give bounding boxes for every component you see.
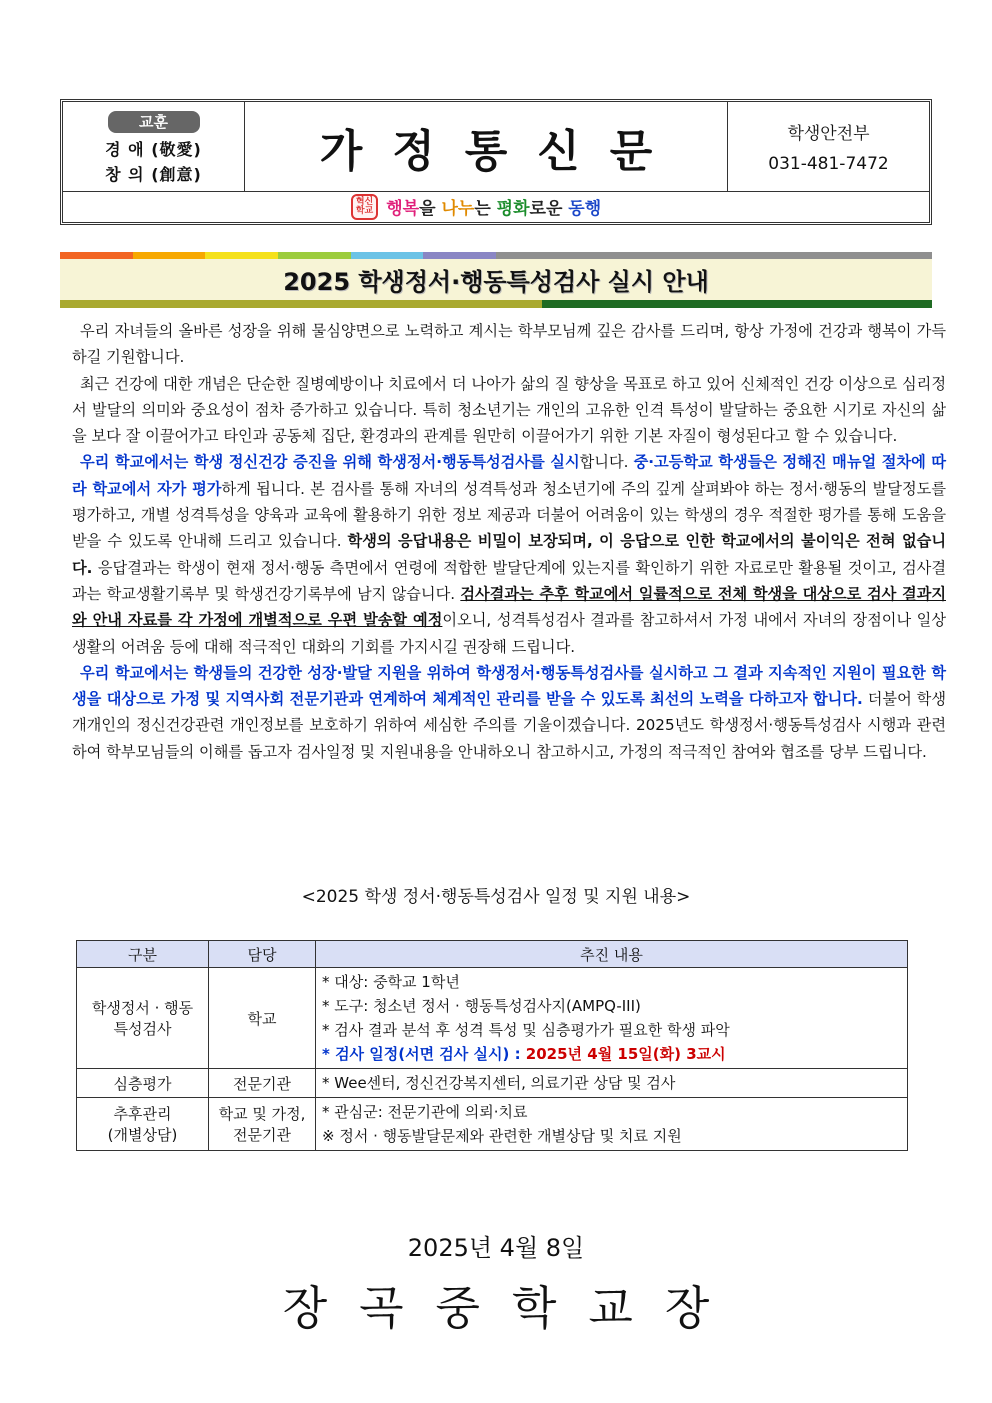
row-category: 심층평가 — [77, 1069, 209, 1098]
table-header-row — [77, 941, 908, 968]
schedule-label: * 검사 일정(서면 검사 실시) : — [322, 1045, 526, 1063]
rainbow-segment — [859, 252, 932, 259]
rainbow-segment — [569, 252, 642, 259]
slogan-segment: 나누 — [441, 199, 475, 219]
issue-date: 2025년 4월 8일 — [407, 1234, 585, 1262]
body-paragraph — [72, 318, 946, 371]
slogan-segment: 동행 — [568, 199, 602, 219]
table-row — [77, 968, 908, 1069]
innovation-school-badge-icon: 혁신 학교 — [351, 194, 378, 220]
text-run: 중·고등학교 학생들은 정해진 매뉴얼 절차에 따라 학교에서 자가 평가 — [72, 453, 947, 498]
row-category: 추후관리 (개별상담) — [77, 1098, 209, 1151]
motto-line-1: 경 애 (敬愛) — [105, 140, 202, 159]
body-paragraph — [72, 449, 946, 659]
motto-line-2: 창 의 (創意) — [105, 165, 202, 184]
rainbow-segment — [205, 252, 278, 259]
text-run: 우리 학교에서는 학생들의 건강한 성장·발달 지원을 위하여 학생정서·행동특성검사를 실시하고 그 결과 지속적인 지원이 필요한 학생을 대상으로 가정 및 지역사회 전문기관과 연계하여 체계적인 관리를 받을 수 있도록 최선의 노력을 다하고자 합니다. — [72, 663, 946, 709]
row-owner: 전문기관 — [209, 1069, 316, 1098]
rainbow-divider — [60, 252, 932, 259]
rainbow-segment — [60, 252, 133, 259]
text-run: 이오니, 성격특성검사 결과를 참고하셔서 가정 내에서 자녀의 장점이나 일상생활의 어려움 등에 대해 적극적인 대화의 기회를 가지시길 권장해 드립니다. — [72, 611, 946, 656]
title-band — [60, 259, 932, 300]
body-paragraph — [72, 660, 946, 765]
row-content: * Wee센터, 정신건강복지센터, 의료기관 상담 및 검사 — [316, 1069, 908, 1098]
slogan-segment: 행복 — [386, 199, 420, 219]
slogan-segment: 평화 — [496, 199, 530, 219]
rainbow-segment — [641, 252, 714, 259]
table-row — [77, 1069, 908, 1098]
header-owner: 담당 — [209, 941, 316, 968]
newsletter-header — [60, 99, 932, 225]
row-owner: 학교 및 가정, 전문기관 — [209, 1098, 316, 1151]
slogan-segment: 는 — [474, 199, 497, 219]
row-content: * 대상: 중학교 1학년 * 도구: 청소년 정서 · 행동특성검사지(AMPQ-III) * 검사 결과 분석 후 성격 특성 및 심층평가가 필요한 학생 파악 * 검사 일정(서면 검사 실시) : 2025년 4월 15일(화) 3교시 — [316, 968, 908, 1069]
text-run: 응답결과는 학생이 현재 정서·행동 측면에서 연령에 적합한 발달단계에 있는지를 확인하기 위한 자료로만 활용될 것이고, 검사결과는 학교생활기록부 및 학생건강기록부에 남지 않습니다. — [72, 558, 946, 603]
title-underline-bar — [60, 300, 932, 308]
table-row — [77, 1098, 908, 1151]
rainbow-segment — [351, 252, 424, 259]
row-owner: 학교 — [209, 968, 316, 1069]
schedule-table — [76, 940, 908, 1151]
rainbow-segment — [787, 252, 860, 259]
school-slogan — [386, 194, 601, 219]
text-run: 우리 자녀들의 올바른 성장을 위해 물심양면으로 노력하고 계시는 학부모님께 깊은 감사를 드리며, 항상 가정에 건강과 행복이 가득하길 기원합니다. — [72, 322, 946, 367]
rainbow-segment — [133, 252, 206, 259]
school-motto — [63, 102, 245, 191]
rainbow-segment — [423, 252, 496, 259]
text-run: 학생의 응답내용은 비밀이 보장되며, 이 응답으로 인한 학교에서의 불이익은 전혀 없습니다. — [72, 532, 946, 577]
notice-body — [72, 318, 946, 765]
department-name: 학생안전부 — [787, 124, 870, 144]
schedule-date: 2025년 4월 15일(화) 3교시 — [525, 1045, 726, 1063]
text-run: 최근 건강에 대한 개념은 단순한 질병예방이나 치료에서 더 나아가 삶의 질 향상을 목표로 하고 있어 신체적인 건강 이상으로 심리정서 발달의 의미와 중요성이 점차 증가하고 있습니다. 특히 청소년기는 개인의 고유한 인격 특성이 발달하는 중요한 시기로 자신의 삶을 보다 잘 이끌어가고 타인과 공동체 집단, 환경과의 관계를 원만히 이끌어가기 위한 기본 자질이 형성된다고 할 수 있습니다. — [72, 374, 946, 446]
text-run: 하게 됩니다. 본 검사를 통해 자녀의 성격특성과 청소년기에 주의 깊게 살펴봐야 하는 정서·행동의 발달정도를 평가하고, 개별 성격특성을 양육과 교육에 활용하기 위한 정보 제공과 더불어 어려움이 있는 학생의 경우 적절한 평가를 통해 도움을 받을 수 있도록 안내해 드리고 있습니다. — [72, 479, 946, 551]
header-category: 구분 — [77, 941, 209, 968]
rainbow-segment — [714, 252, 787, 259]
department-info — [728, 102, 929, 191]
slogan-segment: 을 — [419, 199, 442, 219]
rainbow-segment — [496, 252, 569, 259]
newsletter-title: 가정통신문 — [319, 125, 683, 177]
motto-tag: 교훈 — [108, 111, 200, 133]
text-run: 우리 학교에서는 학생 정신건강 증진을 위해 학생정서·행동특성검사를 실시 — [80, 453, 580, 472]
body-paragraph — [72, 371, 946, 450]
department-phone: 031-481-7472 — [768, 154, 889, 174]
rainbow-segment — [278, 252, 351, 259]
row-category: 학생정서 · 행동 특성검사 — [77, 968, 209, 1069]
notice-title: 2025 학생정서·행동특성검사 실시 안내 — [283, 268, 709, 296]
principal-signature: 장곡중학교장 — [282, 1281, 742, 1335]
header-content: 추진 내용 — [316, 941, 908, 968]
text-run: 합니다. — [579, 453, 634, 472]
text-run: 더불어 학생 개개인의 정신건강관련 개인정보를 보호하기 위하여 세심한 주의를 기울이겠습니다. 2025년도 학생정서·행동특성검사 시행과 관련하여 학부모님들의 이해를 돕고자 검사일정 및 지원내용을 안내하오니 참고하시고, 가정의 적극적인 참여와 협조를 당부 드립니다. — [72, 690, 947, 761]
text-run: 검사결과는 추후 학교에서 일률적으로 전체 학생을 대상으로 검사 결과지와 안내 자료를 각 가정에 개별적으로 우편 발송할 예정 — [72, 584, 946, 630]
schedule-table-title: <2025 학생 정서·행동특성검사 일정 및 지원 내용> — [301, 887, 691, 907]
slogan-segment: 로운 — [529, 199, 569, 219]
row-content: * 관심군: 전문기관에 의뢰·치료 ※ 정서 · 행동발달문제와 관련한 개별상담 및 치료 지원 — [316, 1098, 908, 1151]
